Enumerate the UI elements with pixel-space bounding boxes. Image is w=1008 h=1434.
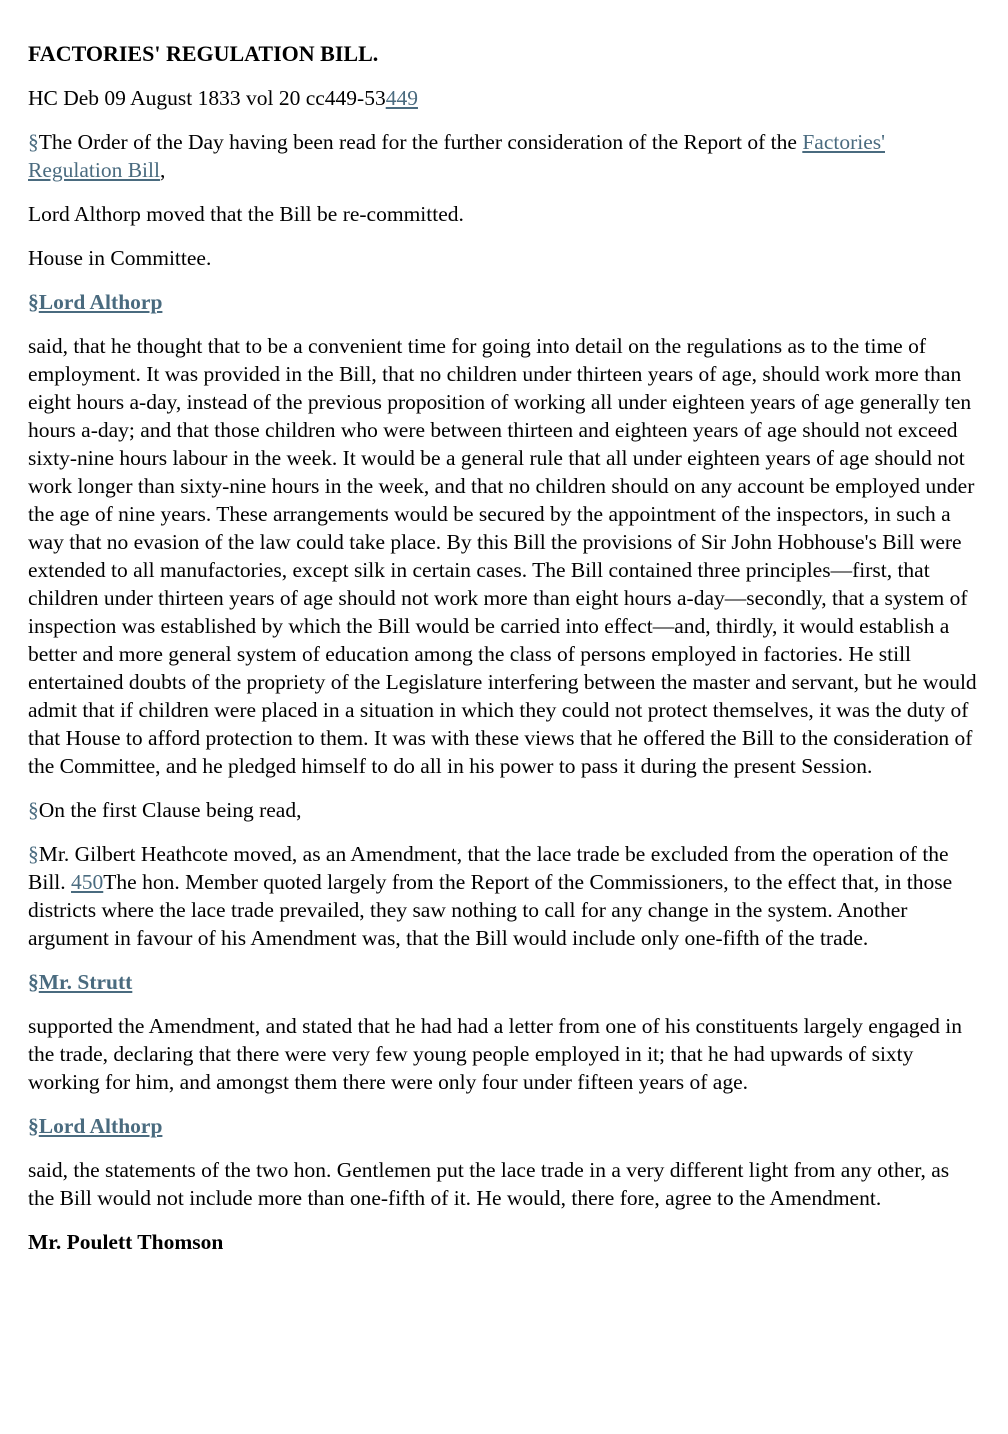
intro-text: The Order of the Day having been read for the further consideration of the Report of the [38,130,803,154]
section-mark: § [28,842,39,866]
speaker-link-althorp[interactable]: Lord Althorp [38,1114,163,1138]
heathcote-text: Mr. Gilbert Heathcote moved, as an Amendment, that the lace trade be excluded from the operation of the Bill. [28,842,949,894]
section-mark: § [28,130,39,154]
section-mark: § [28,290,39,314]
section-mark: § [28,798,39,822]
heathcote-paragraph [28,840,980,952]
speaker-heading [28,968,980,996]
speaker-link-strutt[interactable]: Mr. Strutt [38,970,133,994]
citation-text: HC Deb 09 August 1833 vol 20 cc449-53 [28,86,386,110]
committee-paragraph: House in Committee. [28,246,212,270]
column-link-450[interactable]: 450 [71,870,104,894]
speech-paragraph: said, that he thought that to be a convenient time for going into detail on the regulations as to the time of employment. It was provided in the Bill, that no children under thirteen years of age, should work more than eight hours a-day, instead of the previous proposition of working all under eighteen years of age generally ten hours a-day; and that those children who were between thirteen and eighteen years of age should not exceed sixty-nine hours labour in the week. It would be a general rule that all under eighteen years of age should not work longer than sixty-nine hours in the week, and that no children should on any account be employed under the age of nine years. These arrangements would be secured by the appointment of the inspectors, in such a way that no evasion of the law could take place. By this Bill the provisions of Sir John Hobhouse's Bill were extended to all manufactories, except silk in certain cases. The Bill contained three principles—first, that children under thirteen years of age should not work more than eight hours a-day—secondly, that a system of inspection was established by which the Bill would be carried into effect—and, thirdly, it would establish a better and more general system of education among the class of persons employed in factories. He still entertained doubts of the propriety of the Legislature interfering between the master and servant, but he would admit that if children were placed in a situation in which they could not protect themselves, it was the duty of that House to afford protection to them. It was with these views that he offered the Bill to the consideration of the Committee, and he pledged himself to do all in his power to pass it during the present Session. [28,334,977,778]
motion-paragraph: Lord Althorp moved that the Bill be re-committed. [28,202,464,226]
intro-after: , [159,158,166,182]
section-mark: § [28,1114,39,1138]
clause-paragraph [28,796,980,824]
clause-text: On the first Clause being read, [38,798,302,822]
citation [28,84,980,112]
speaker-heading [28,1112,980,1140]
intro-paragraph [28,128,980,184]
speaker-link-althorp[interactable]: Lord Althorp [38,290,163,314]
speaker-heading-thomson: Mr. Poulett Thomson [28,1230,224,1254]
heathcote-text-cont: The hon. Member quoted largely from the Report of the Commissioners, to the effect that, in those districts where the lace trade prevailed, they saw nothing to call for any change in the system. Another argument in favour of his Amendment was, that the Bill would include only one-fifth of the trade. [28,870,953,950]
speaker-heading [28,288,980,316]
column-link-449[interactable]: 449 [385,86,418,110]
speech-paragraph: supported the Amendment, and stated that he had had a letter from one of his constituents largely engaged in the trade, declaring that there were very few young people employed in it; that he had upwards of sixty working for him, and amongst them there were only four under fifteen years of age. [28,1014,963,1094]
page-title: FACTORIES' REGULATION BILL. [28,41,379,66]
section-mark: § [28,970,39,994]
speech-paragraph: said, the statements of the two hon. Gentlemen put the lace trade in a very different light from any other, as the Bill would not include more than one-fifth of it. He would, there fore, agree to the Amendment. [28,1158,950,1210]
bill-link[interactable]: Factories' Regulation Bill [28,130,885,182]
